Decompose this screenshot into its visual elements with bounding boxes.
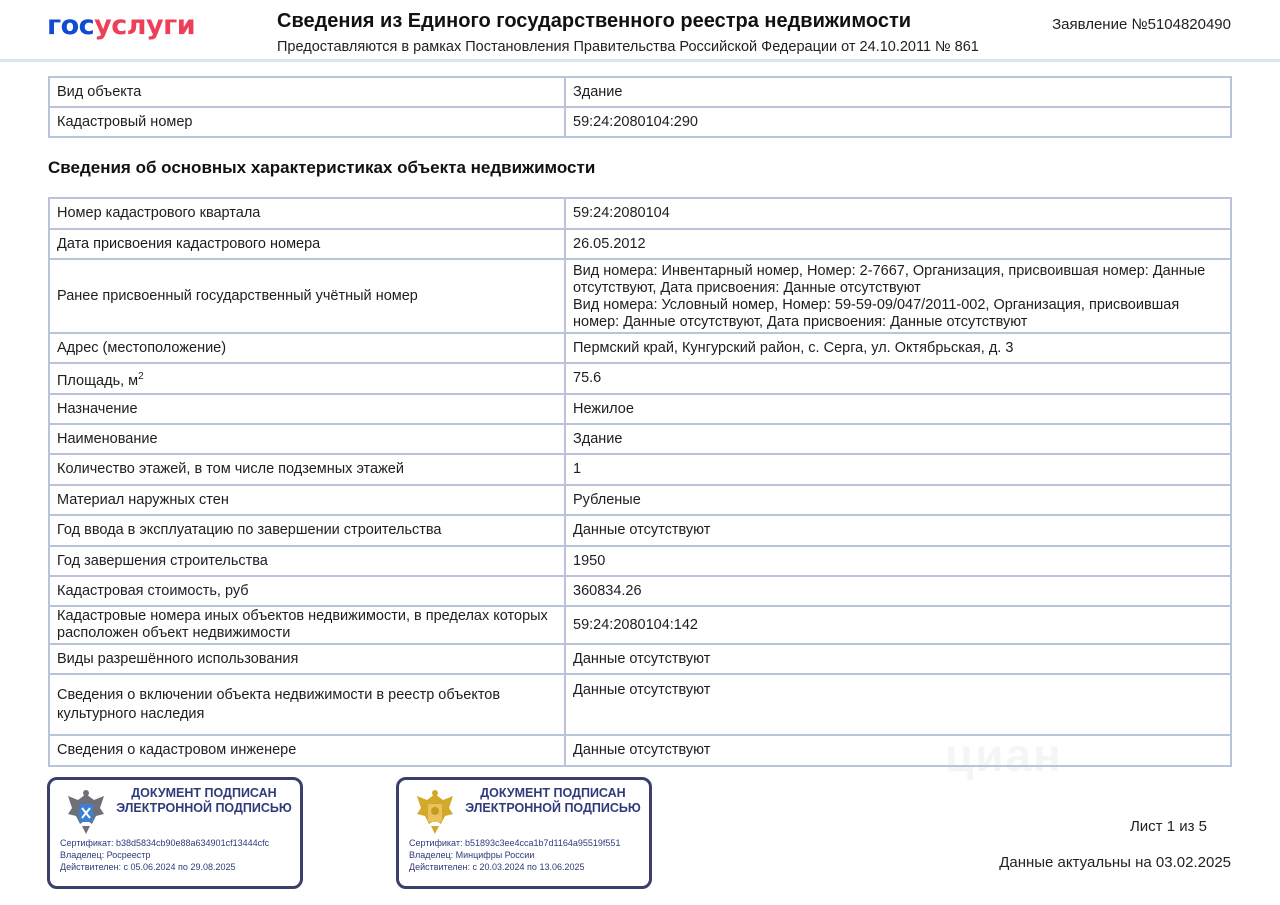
row-key: Дата присвоения кадастрового номера <box>49 229 565 259</box>
row-value: Пермский край, Кунгурский район, с. Серга, ул. Октябрьская, д. 3 <box>565 333 1231 363</box>
stamp-owner: Владелец: Росреестр <box>60 850 151 860</box>
table-row <box>49 394 1231 424</box>
row-value: 75.6 <box>565 363 1231 394</box>
data-actual-date: Данные актуальны на 03.02.2025 <box>999 854 1231 871</box>
russian-coat-of-arms-icon <box>413 788 457 836</box>
row-value: 59:24:2080104:290 <box>565 107 1231 137</box>
row-key: Год ввода в эксплуатацию по завершении строительства <box>49 515 565 546</box>
row-value: Данные отсутствуют <box>565 674 1231 735</box>
row-key: Адрес (местоположение) <box>49 333 565 363</box>
signature-stamp-rosreestr <box>47 777 303 889</box>
table-row <box>49 424 1231 454</box>
table-row <box>49 454 1231 485</box>
stamp-certificate: Сертификат: b51893c3ee4cca1b7d1164a95519f551 <box>409 838 621 848</box>
document-title: Сведения из Единого государственного реестра недвижимости <box>277 10 912 32</box>
row-key: Назначение <box>49 394 565 424</box>
row-value: Рубленые <box>565 485 1231 515</box>
row-value <box>565 259 1231 333</box>
row-key: Кадастровая стоимость, руб <box>49 576 565 606</box>
table-row <box>49 107 1231 137</box>
table-row <box>49 546 1231 576</box>
row-value: Данные отсутствуют <box>565 644 1231 674</box>
table-row <box>49 229 1231 259</box>
previous-number-1: Вид номера: Инвентарный номер, Номер: 2-7667, Организация, присвоившая номер: Данные отсутствуют, Дата присвоения: Данные отсутствуют <box>573 262 1206 296</box>
stamp-validity: Действителен: с 05.06.2024 по 29.08.2025 <box>60 862 236 872</box>
row-key: Материал наружных стен <box>49 485 565 515</box>
row-key: Сведения о кадастровом инженере <box>49 735 565 766</box>
row-value: 1950 <box>565 546 1231 576</box>
row-key: Сведения о включении объекта недвижимости в реестр объектов культурного наследия <box>49 674 565 735</box>
table-row <box>49 576 1231 606</box>
table-row <box>49 644 1231 674</box>
row-value: Нежилое <box>565 394 1231 424</box>
row-key: Виды разрешённого использования <box>49 644 565 674</box>
row-value: 59:24:2080104:142 <box>565 606 1231 644</box>
stamp-owner: Владелец: Минцифры России <box>409 850 535 860</box>
row-key: Площадь, $м^2$ <box>49 363 565 394</box>
gosuslugi-logo: госуслуги <box>47 10 196 41</box>
sheet-counter: Лист 1 из 5 <box>1129 818 1207 835</box>
table-row <box>49 515 1231 546</box>
row-key: Количество этажей, в том числе подземных этажей <box>49 454 565 485</box>
table-row <box>49 77 1231 107</box>
row-value: Здание <box>565 77 1231 107</box>
row-key: Год завершения строительства <box>49 546 565 576</box>
application-number: Заявление №5104820490 <box>1052 16 1231 33</box>
row-value: 1 <box>565 454 1231 485</box>
table-row <box>49 485 1231 515</box>
stamp-validity: Действителен: с 20.03.2024 по 13.06.2025 <box>409 862 585 872</box>
row-value: Здание <box>565 424 1231 454</box>
characteristics-table <box>48 197 1232 767</box>
row-value: 59:24:2080104 <box>565 198 1231 229</box>
row-key: Ранее присвоенный государственный учётный номер <box>49 259 565 333</box>
table-row <box>49 198 1231 229</box>
row-value: Данные отсутствуют <box>565 515 1231 546</box>
stamp-title: ДОКУМЕНТ ПОДПИСАН ЭЛЕКТРОННОЙ ПОДПИСЬЮ <box>116 786 292 815</box>
document-header <box>0 0 1280 62</box>
row-key: Кадастровые номера иных объектов недвижимости, в пределах которых расположен объект недвижимости <box>49 606 565 644</box>
rosreestr-emblem-icon <box>64 788 108 836</box>
stamp-info <box>409 837 620 873</box>
row-key: Кадастровый номер <box>49 107 565 137</box>
stamp-title: ДОКУМЕНТ ПОДПИСАН ЭЛЕКТРОННОЙ ПОДПИСЬЮ <box>465 786 641 815</box>
previous-number-2: Вид номера: Условный номер, Номер: 59-59-09/047/2011-002, Организация, присвоившая номер: Данные отсутствуют, Дата присвоения: Данные отсутствуют <box>573 296 1180 330</box>
row-value: 26.05.2012 <box>565 229 1231 259</box>
table-row <box>49 606 1231 644</box>
document-subtitle: Предоставляются в рамках Постановления Правительства Российской Федерации от 24.10.2011 № 861 <box>277 39 979 55</box>
object-table <box>48 76 1232 138</box>
signature-stamp-mincifry <box>396 777 652 889</box>
section-title: Сведения об основных характеристиках объекта недвижимости <box>48 158 596 177</box>
table-row <box>49 674 1231 735</box>
stamp-info <box>60 837 269 873</box>
row-value: 360834.26 <box>565 576 1231 606</box>
row-key: Номер кадастрового квартала <box>49 198 565 229</box>
row-key: Наименование <box>49 424 565 454</box>
table-row <box>49 259 1231 333</box>
table-row <box>49 363 1231 394</box>
row-key: Вид объекта <box>49 77 565 107</box>
table-row <box>49 333 1231 363</box>
row-value: Данные отсутствуют <box>565 735 1231 766</box>
stamp-certificate: Сертификат: b38d5834cb90e88a634901cf13444cfc <box>60 838 270 848</box>
cian-watermark: циан <box>945 729 1063 781</box>
